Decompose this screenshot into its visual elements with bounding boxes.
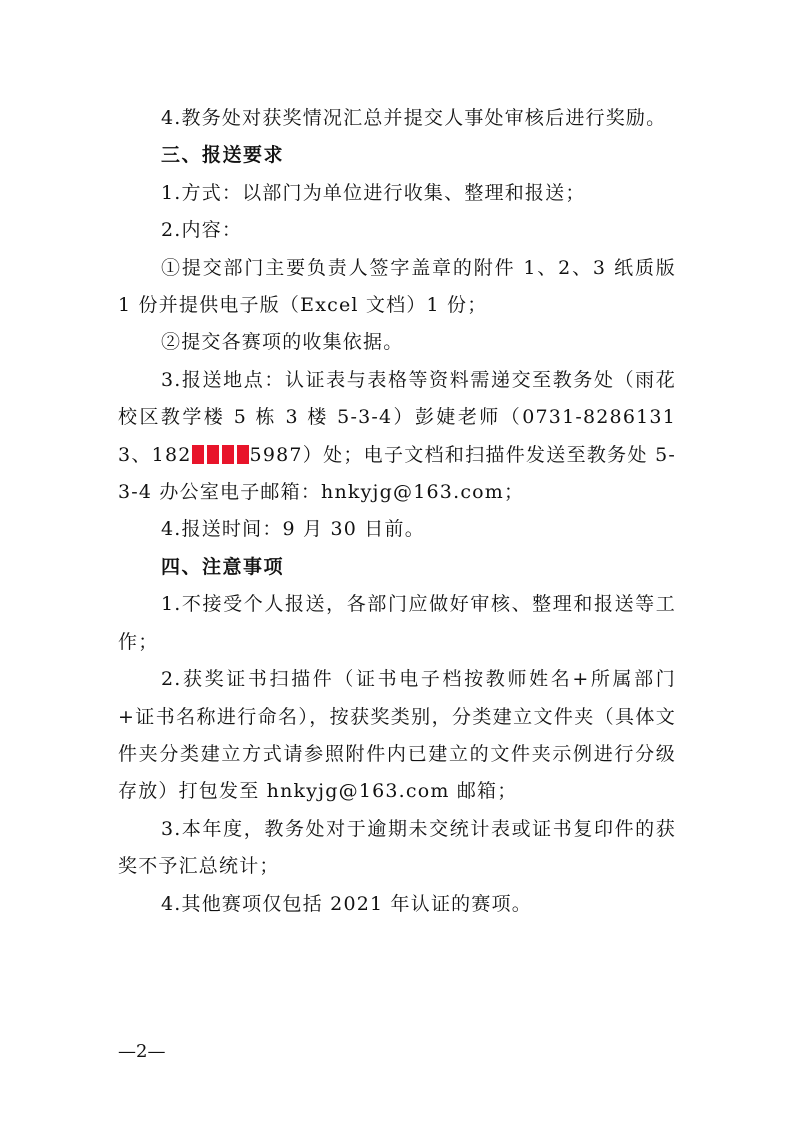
page-number: —2—	[118, 1041, 166, 1062]
paragraph-note-3: 3.本年度，教务处对于逾期未交统计表或证书复印件的获奖不予汇总统计；	[118, 817, 676, 878]
paragraph-submission-deadline: 4.报送时间：9 月 30 日前。	[161, 518, 425, 541]
paragraph-submission-content-title: 2.内容：	[161, 219, 243, 242]
paragraph-note-4: 4.其他赛项仅包括 2021 年认证的赛项。	[161, 892, 532, 915]
paragraph-content-item-1: ①提交部门主要负责人签字盖章的附件 1、2、3 纸质版 1 份并提供电子版（Excel 文档）1 份；	[118, 256, 676, 317]
paragraph-note-2: 2.获奖证书扫描件（证书电子档按教师姓名+所属部门+证书名称进行命名），按获奖类别，分类建立文件夹（具体文件夹分类建立方式请参照附件内已建立的文件夹示例进行分级存放）打包发至 hnkyjg@163.com 邮箱；	[118, 668, 676, 803]
redacted-phone-digits	[192, 445, 250, 464]
section-heading-submission-requirements: 三、报送要求	[161, 144, 285, 167]
paragraph-reward-summary: 4.教务处对获奖情况汇总并提交人事处审核后进行奖励。	[161, 107, 667, 129]
paragraph-note-1: 1.不接受个人报送，各部门应做好审核、整理和报送等工作；	[118, 593, 676, 653]
paragraph-content-item-2: ②提交各赛项的收集依据。	[161, 331, 404, 354]
paragraph-submission-location	[118, 362, 676, 512]
document-body	[118, 100, 676, 923]
paragraph-submission-method: 1.方式：以部门为单位进行收集、整理和报送；	[161, 181, 586, 204]
location-text-before-redaction: 3.报送地点：认证表与表格等资料需递交至教务处（雨花校区教学楼 5 栋 3 楼 5-3-4）彭婕老师（0731-82861313、182	[118, 368, 676, 466]
location-text-after-redaction: 5987）处；电子文档和扫描件发送至教务处 5-3-4 办公室电子邮箱：hnkyjg@163.com；	[118, 443, 677, 504]
section-heading-notes: 四、注意事项	[161, 555, 285, 578]
